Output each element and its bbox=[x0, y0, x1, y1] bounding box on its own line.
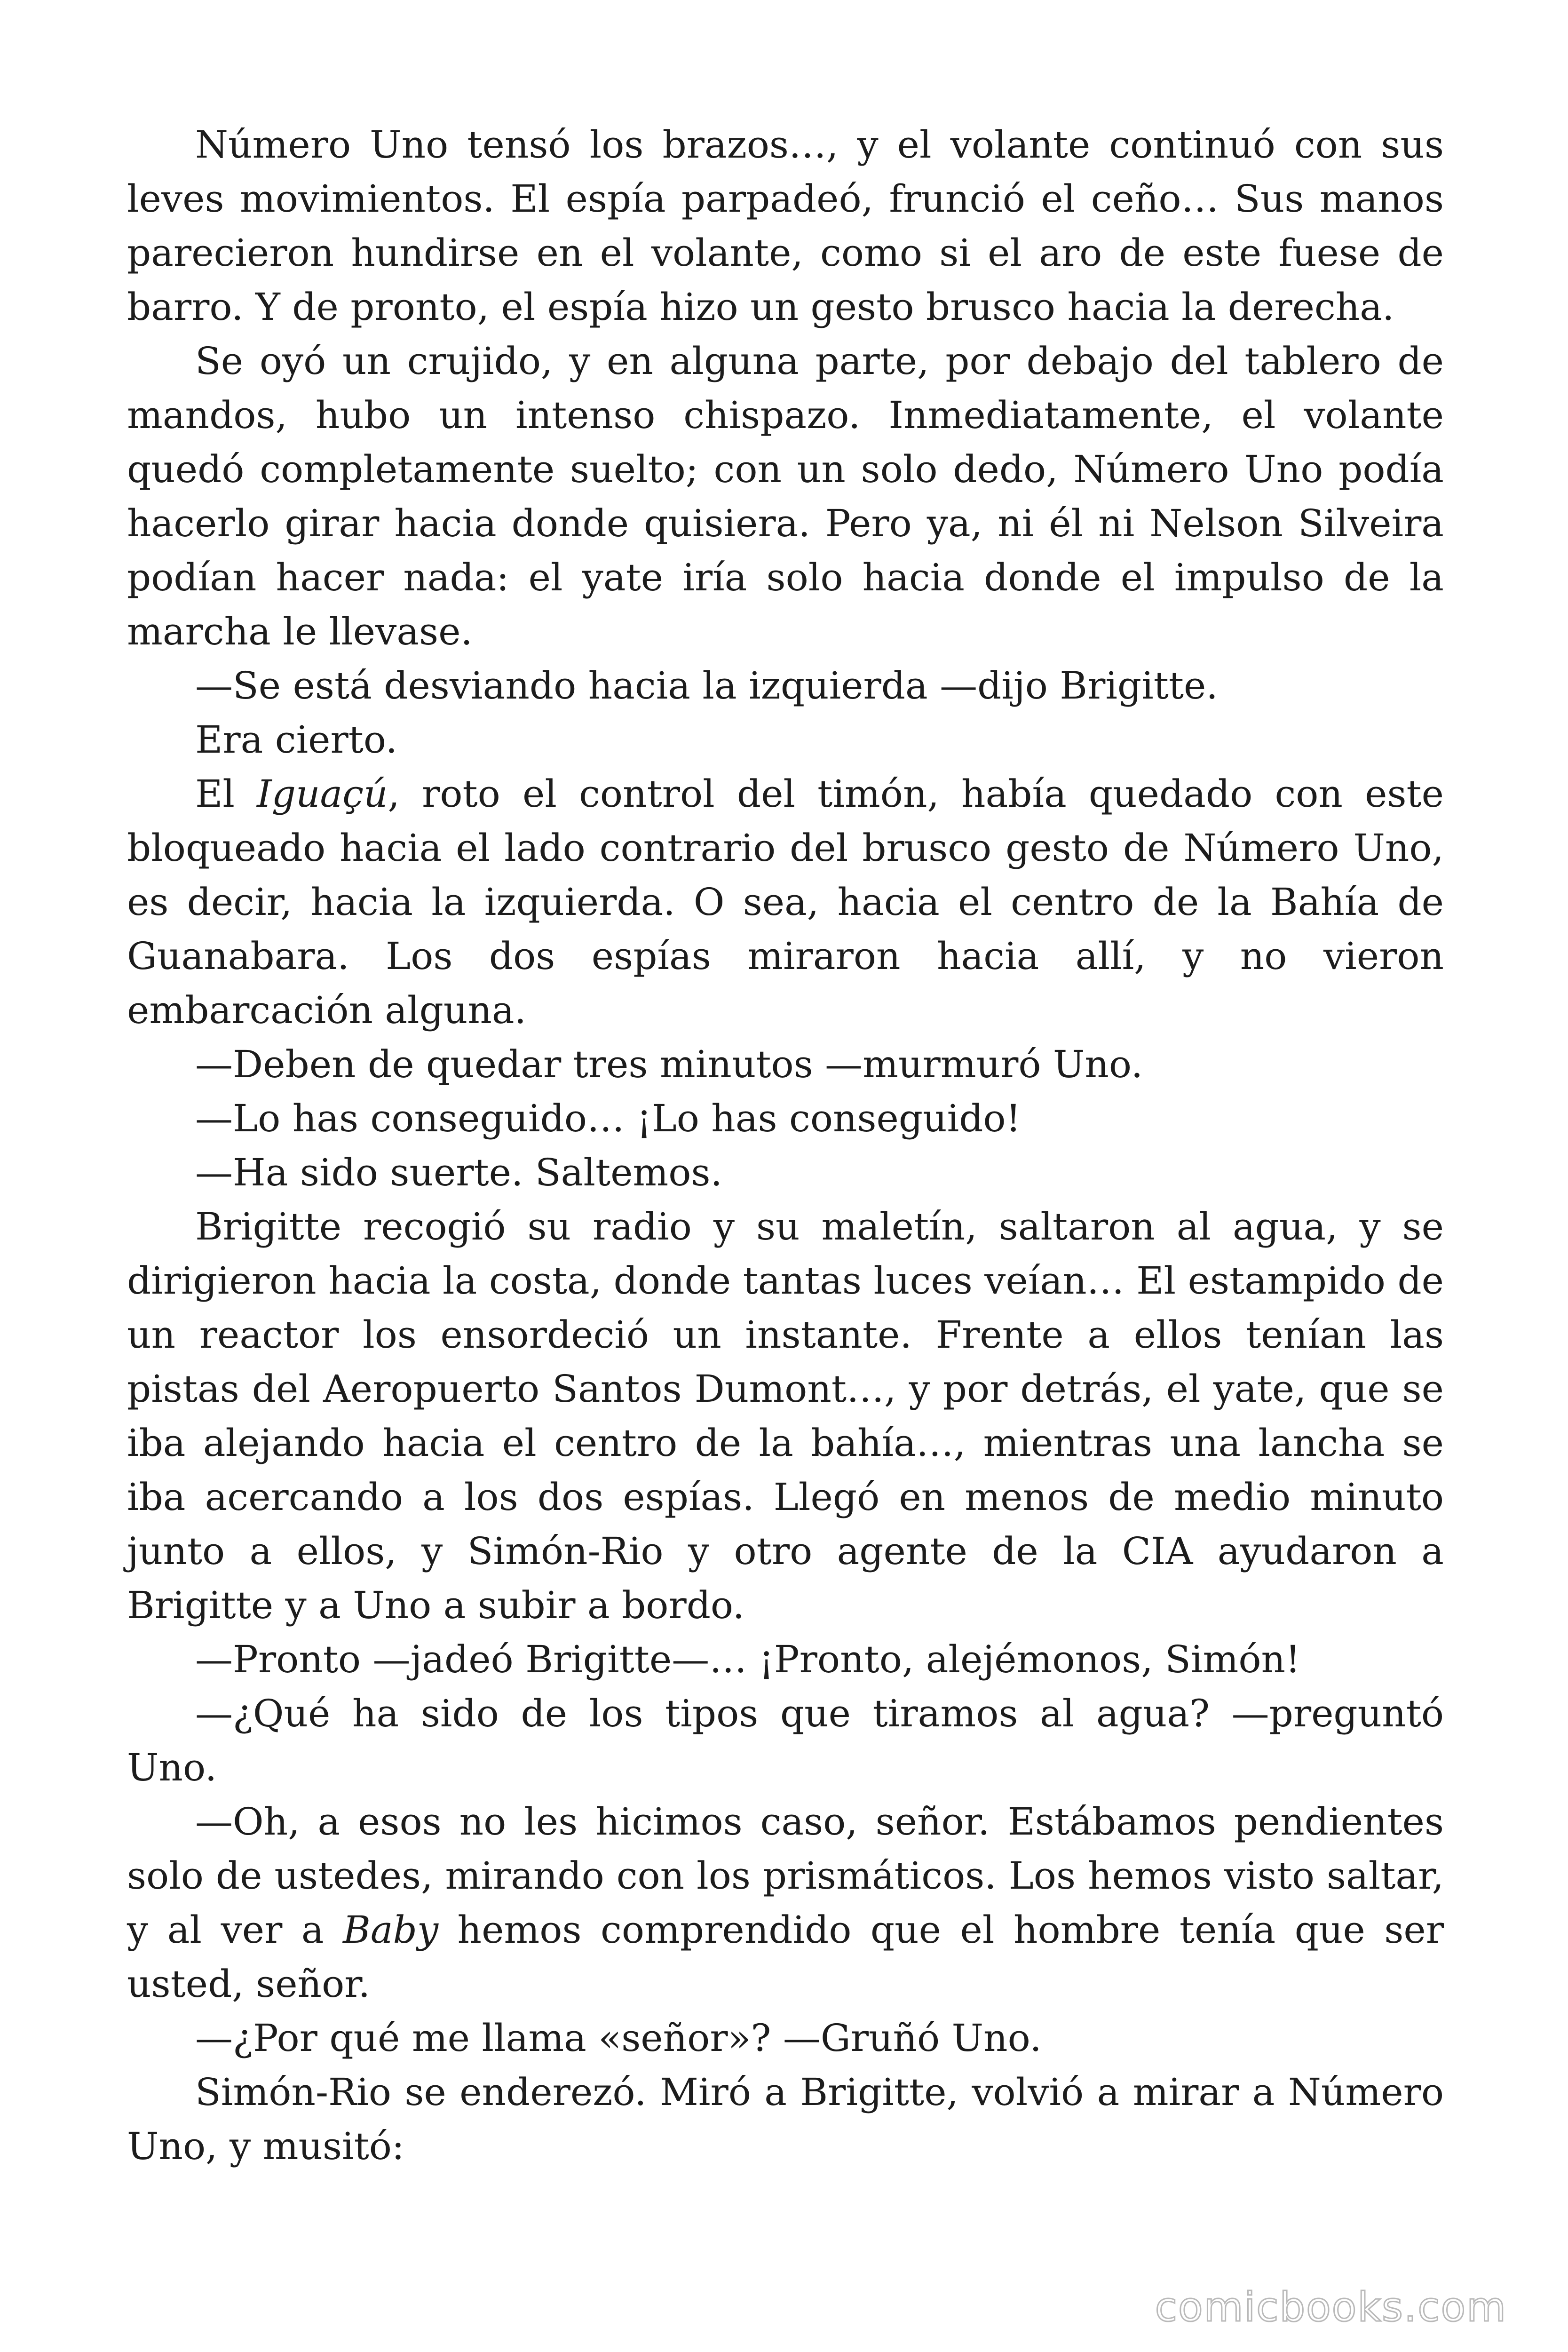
paragraph-8: —Ha sido suerte. Saltemos. bbox=[195, 1151, 722, 1194]
book-page-text bbox=[127, 118, 1444, 2173]
paragraph-12-end: hemos comprendido que el hombre tenía que ser usted, señor. bbox=[127, 1908, 1444, 2006]
paragraph-1: Número Uno tensó los brazos…, y el volante continuó con sus leves movimientos. El espía parpadeó, frunció el ceño… Sus manos parecieron hundirse en el volante, como si el aro de este fuese de barro. Y de pronto, el espía hizo un gesto brusco hacia la derecha. bbox=[127, 123, 1444, 329]
watermark-text: comicbooks.com bbox=[1155, 2284, 1507, 2331]
paragraph-13: —¿Por qué me llama «señor»? —Gruñó Uno. bbox=[195, 2016, 1042, 2060]
paragraph-14: Simón-Rio se enderezó. Miró a Brigitte, volvió a mirar a Número Uno, y musitó: bbox=[127, 2070, 1444, 2168]
paragraph-12 bbox=[127, 1795, 1444, 2011]
paragraph-4: Era cierto. bbox=[195, 718, 398, 762]
paragraph-10: —Pronto —jadeó Brigitte—… ¡Pronto, alejémonos, Simón! bbox=[195, 1637, 1301, 1681]
paragraph-2: Se oyó un crujido, y en alguna parte, por debajo del tablero de mandos, hubo un intenso chispazo. Inmediatamente, el volante quedó completamente suelto; con un solo dedo, Número Uno podía hacerlo girar hacia donde quisiera. Pero ya, ni él ni Nelson Silveira podían hacer nada: el yate iría solo hacia donde el impulso de la marcha le llevase. bbox=[127, 339, 1444, 653]
baby-name-italic: Baby bbox=[343, 1908, 439, 1952]
ship-name-italic: Iguaçú bbox=[257, 772, 388, 816]
paragraph-5 bbox=[127, 767, 1444, 1037]
paragraph-11: —¿Qué ha sido de los tipos que tiramos al agua? —preguntó Uno. bbox=[127, 1692, 1444, 1789]
paragraph-5-start: El bbox=[195, 772, 257, 816]
paragraph-3: —Se está desviando hacia la izquierda —dijo Brigitte. bbox=[195, 664, 1218, 707]
paragraph-9: Brigitte recogió su radio y su maletín, saltaron al agua, y se dirigieron hacia la costa, donde tantas luces veían… El estampido de un reactor los ensordeció un instante. Frente a ellos tenían las pistas del Aeropuerto Santos Dumont…, y por detrás, el yate, que se iba alejando hacia el centro de la bahía…, mientras una lancha se iba acercando a los dos espías. Llegó en menos de medio minuto junto a ellos, y Simón-Rio y otro agente de la CIA ayudaron a Brigitte y a Uno a subir a bordo. bbox=[127, 1205, 1444, 1627]
paragraph-5-end: , roto el control del timón, había quedado con este bloqueado hacia el lado contrario del brusco gesto de Número Uno, es decir, hacia la izquierda. O sea, hacia el centro de la Bahía de Guanabara. Los dos espías miraron hacia allí, y no vieron embarcación alguna. bbox=[127, 772, 1444, 1032]
paragraph-12-start: —Oh, a esos no les hicimos caso, señor. Estábamos pendientes solo de ustedes, mirando con los prismáticos. Los hemos visto saltar, y al ver a bbox=[127, 1800, 1444, 1952]
paragraph-7: —Lo has conseguido… ¡Lo has conseguido! bbox=[195, 1097, 1021, 1140]
paragraph-6: —Deben de quedar tres minutos —murmuró Uno. bbox=[195, 1042, 1143, 1086]
